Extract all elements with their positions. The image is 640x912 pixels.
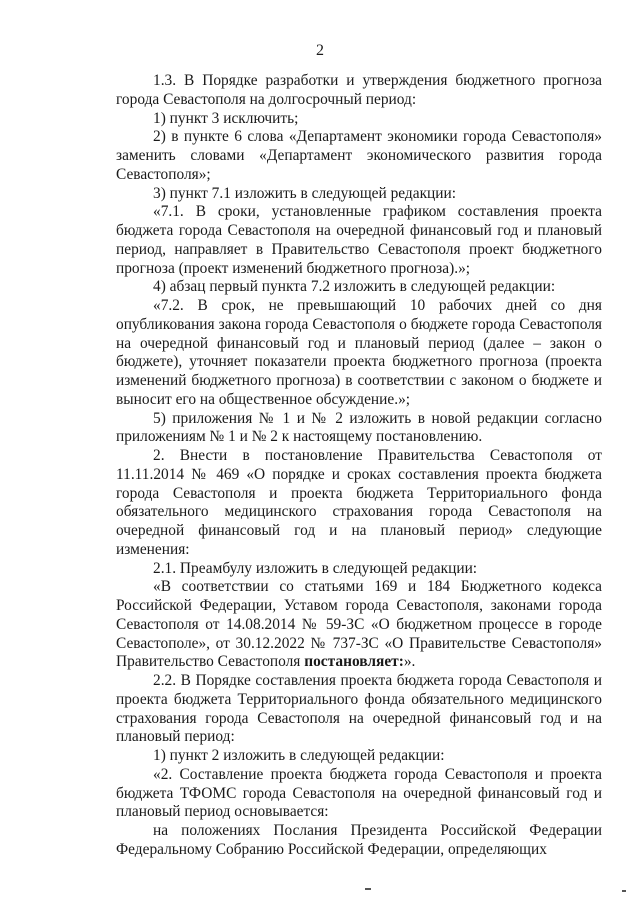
paragraph-1-3: 1.3. В Порядке разработки и утверждения бюджетного прогноза города Севастополя на долгосрочный период:	[116, 72, 602, 108]
paragraph-item-2: 2) в пункте 6 слова «Департамент экономики города Севастополя» заменить словами «Департамент экономического развития города Севастополя»;	[116, 128, 602, 183]
paragraph-preamble	[116, 578, 602, 672]
paragraph-item-3: 3) пункт 7.1 изложить в следующей редакции:	[153, 184, 457, 202]
paragraph-last: на положениях Послания Президента Российской Федерации Федеральному Собранию Российской Федерации, определяющих	[116, 822, 602, 858]
paragraph-quote-2: «2. Составление проекта бюджета города Севастополя и проекта бюджета ТФОМС города Севастополя на очередной финансовый год и плановый период основывается:	[116, 765, 602, 821]
paragraph-item-4: 4) абзац первый пункта 7.2 изложить в следующей редакции:	[153, 278, 556, 296]
scan-mark	[622, 890, 626, 892]
document-body	[116, 72, 602, 860]
preamble-tail: ».	[403, 653, 416, 671]
paragraph-quote-7-2: «7.2. В срок, не превышающий 10 рабочих дней со дня опубликования закона города Севастополя о бюджете города Севастополя на очередной финансовый год и плановый период (далее – закон о бюджете), уточняет показатели проекта бюджетного прогноза (проекта изменений бюджетного прогноза) в соответствии с законом о бюджете и выносит его на общественное обсуждение.»;	[116, 297, 602, 408]
paragraph-2: 2. Внести в постановление Правительства Севастополя от 11.11.2014 № 469 «О порядке и сроках составления проекта бюджета города Севастополя и проекта бюджета Территориального фонда обязательного медицинского страхования города Севастополя на очередной финансовый год и на плановый период» следующие изменения:	[116, 447, 602, 558]
page-number: 2	[316, 42, 324, 59]
paragraph-quote-7-1: «7.1. В сроки, установленные графиком составления проекта бюджета города Севастополя на очередной финансовый год и плановый период, направляет в Правительство Севастополя проект бюджетного прогноза (проект изменений бюджетного прогноза).»;	[116, 203, 602, 277]
paragraph-item-2-1: 1) пункт 2 изложить в следующей редакции:	[153, 747, 445, 764]
paragraph-item-5: 5) приложения № 1 и № 2 изложить в новой редакции согласно приложениям № 1 и № 2 к настоящему постановлению.	[116, 409, 602, 446]
preamble-text: «В соответствии со статьями 169 и 184 Бюджетного кодекса Российской Федерации, Уставом города Севастополя, законами города Севастополя от 14.08.2014 № 59-ЗС «О бюджетном процессе в городе Севастополе», от 30.12.2022 № 737-ЗС «О Правительстве Севастополя» Правительство Севастополя	[116, 578, 602, 671]
preamble-bold-word: постановляет:	[304, 653, 404, 671]
paragraph-2-1: 2.1. Преамбулу изложить в следующей редакции:	[153, 559, 478, 577]
paragraph-item-1: 1) пункт 3 исключить;	[153, 109, 299, 127]
paragraph-2-2: 2.2. В Порядке составления проекта бюджета города Севастополя и проекта бюджета Территориального фонда обязательного медицинского страхования города Севастополя на очередной финансовый год и на плановый период:	[116, 672, 602, 746]
scan-mark	[365, 888, 371, 890]
